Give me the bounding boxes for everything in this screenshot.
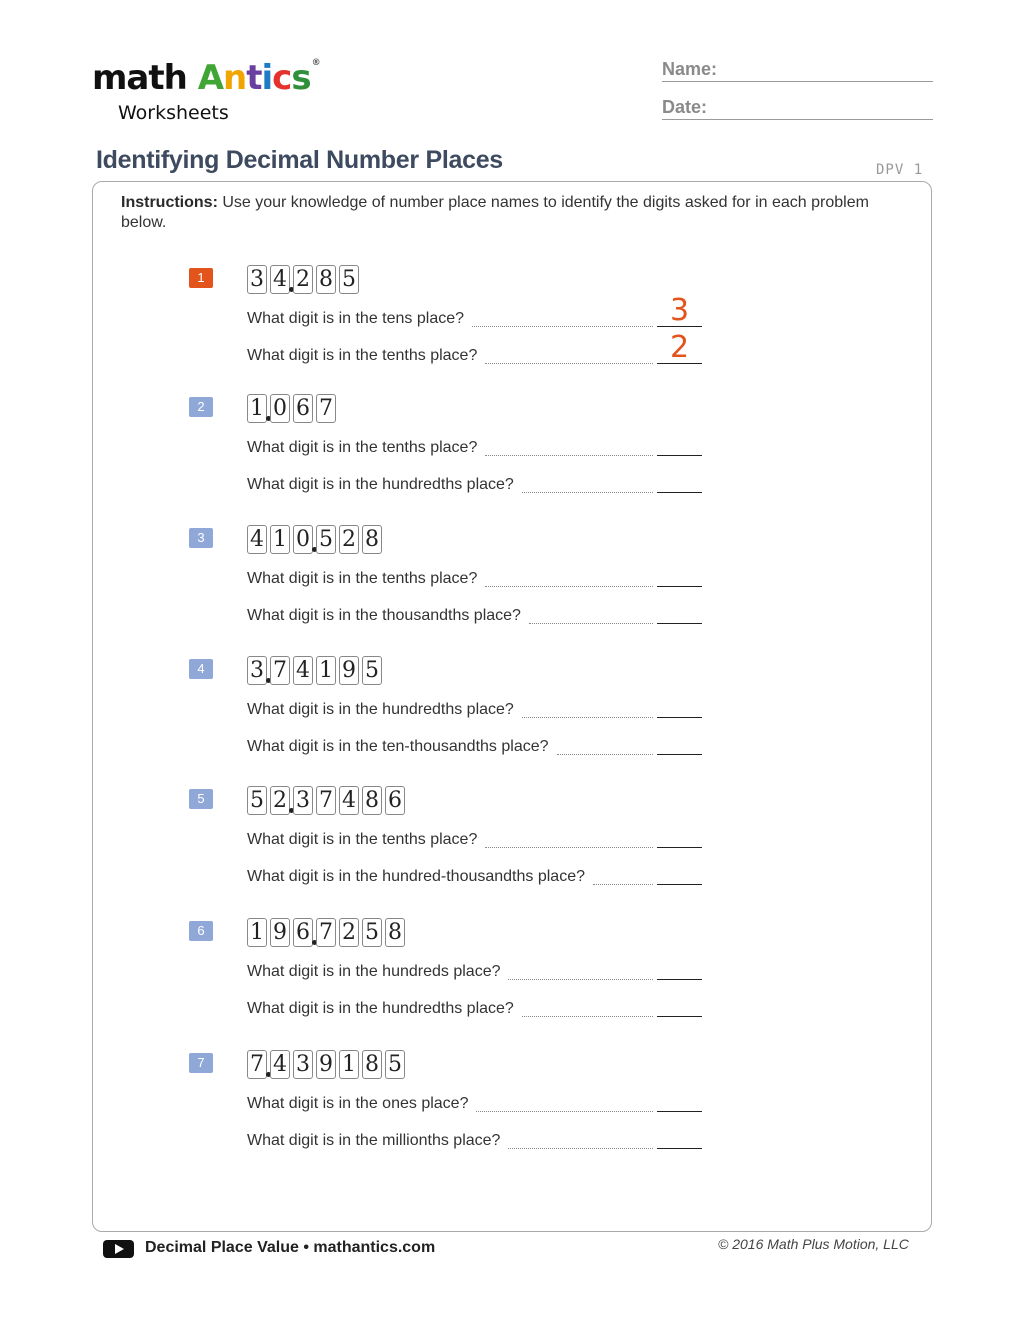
decimal-number — [247, 391, 339, 423]
logo-antics — [198, 58, 311, 98]
logo-letter: i — [261, 58, 273, 98]
logo-math: math — [92, 58, 187, 98]
digit-box: 7 — [316, 786, 336, 815]
digit-box: 3 — [247, 265, 267, 294]
instructions-text: Use your knowledge of number place names to identify the digits asked for in each problem below. — [121, 194, 869, 231]
problem-number: 2 — [189, 397, 213, 417]
problem — [0, 268, 1024, 398]
problem-number: 6 — [189, 921, 213, 941]
digit-box: 3 — [293, 1050, 313, 1079]
dotted-leader — [476, 1111, 653, 1112]
digit-box: 4 — [339, 786, 359, 815]
problem-number: 1 — [189, 268, 213, 288]
answer-blank[interactable] — [657, 623, 702, 624]
problem — [0, 397, 1024, 527]
problem — [0, 789, 1024, 919]
decimal-number — [247, 653, 385, 685]
instructions-label: Instructions: — [121, 194, 218, 211]
digit-box: 5 — [362, 656, 382, 685]
digit-box: 5 — [362, 918, 382, 947]
dotted-leader — [522, 492, 653, 493]
question-text: What digit is in the tenths place? — [247, 347, 478, 364]
question-text: What digit is in the ten-thousandths place? — [247, 738, 549, 755]
digit-box: 6 — [293, 394, 313, 423]
logo-letter: t — [246, 58, 262, 98]
digit-box: 4 — [293, 656, 313, 685]
digit-box: 5 — [316, 525, 336, 554]
question-text: What digit is in the hundredths place? — [247, 701, 514, 718]
digit-box: 9 — [316, 1050, 336, 1079]
answer-blank[interactable] — [657, 754, 702, 755]
copyright: © 2016 Math Plus Motion, LLC — [718, 1236, 909, 1252]
name-label: Name: — [662, 59, 718, 79]
digit-box: 1 — [247, 918, 267, 947]
decimal-number — [247, 522, 385, 554]
answer-blank[interactable] — [657, 492, 702, 493]
digit-box: 4 — [270, 265, 290, 294]
digit-box: 4 — [270, 1050, 290, 1079]
dotted-leader — [522, 717, 653, 718]
decimal-number — [247, 783, 408, 815]
math-antics-logo — [92, 58, 320, 128]
digit-box: 1 — [339, 1050, 359, 1079]
digit-box: 8 — [362, 1050, 382, 1079]
question-text: What digit is in the tenths place? — [247, 439, 478, 456]
answer-blank[interactable] — [657, 979, 702, 980]
digit-box: 7 — [316, 394, 336, 423]
dotted-leader — [593, 884, 653, 885]
digit-box: 6 — [293, 918, 313, 947]
digit-box: 7 — [316, 918, 336, 947]
question-text: What digit is in the hundredths place? — [247, 476, 514, 493]
instructions — [121, 193, 881, 233]
logo-wordmark — [92, 58, 320, 98]
answer-blank[interactable] — [657, 586, 702, 587]
dotted-leader — [529, 623, 653, 624]
dotted-leader — [485, 586, 653, 587]
digit-box: 1 — [316, 656, 336, 685]
question-text: What digit is in the hundredths place? — [247, 1000, 514, 1017]
problem-number: 3 — [189, 528, 213, 548]
answer-blank[interactable] — [657, 884, 702, 885]
name-field[interactable] — [662, 59, 933, 82]
logo-letter: c — [272, 58, 292, 98]
digit-box: 3 — [293, 786, 313, 815]
logo-letter: n — [223, 58, 247, 98]
digit-box: 5 — [247, 786, 267, 815]
decimal-number — [247, 915, 408, 947]
problem — [0, 528, 1024, 658]
question-text: What digit is in the tens place? — [247, 310, 465, 327]
digit-box: 3 — [247, 656, 267, 685]
digit-box: 8 — [385, 918, 405, 947]
logo-letter: s — [291, 58, 311, 98]
digit-box: 2 — [270, 786, 290, 815]
digit-box: 2 — [339, 918, 359, 947]
answer-blank[interactable] — [657, 1111, 702, 1112]
question-text: What digit is in the tenths place? — [247, 570, 478, 587]
play-icon — [103, 1240, 134, 1258]
digit-box: 7 — [270, 656, 290, 685]
worksheet-title: Identifying Decimal Number Places — [96, 146, 503, 174]
digit-box: 8 — [316, 265, 336, 294]
dotted-leader — [485, 455, 653, 456]
dotted-leader — [485, 847, 653, 848]
problem — [0, 921, 1024, 1051]
answer-blank[interactable] — [657, 455, 702, 456]
answer-blank[interactable] — [657, 1148, 702, 1149]
digit-box: 0 — [293, 525, 313, 554]
answer-blank[interactable] — [657, 1016, 702, 1017]
dotted-leader — [557, 754, 653, 755]
digit-box: 4 — [247, 525, 267, 554]
handwritten-answer: 2 — [670, 330, 690, 365]
question-text: What digit is in the thousandths place? — [247, 607, 521, 624]
digit-box: 7 — [247, 1050, 267, 1079]
logo-subtitle: Worksheets — [118, 102, 229, 124]
digit-box: 2 — [339, 525, 359, 554]
digit-box: 0 — [270, 394, 290, 423]
handwritten-answer: 3 — [670, 293, 690, 328]
question-text: What digit is in the millionths place? — [247, 1132, 501, 1149]
dotted-leader — [508, 1148, 653, 1149]
digit-box: 1 — [247, 394, 267, 423]
question-text: What digit is in the ones place? — [247, 1095, 469, 1112]
question-text: What digit is in the tenths place? — [247, 831, 478, 848]
logo-registered: ® — [311, 58, 320, 68]
digit-box: 9 — [339, 656, 359, 685]
digit-box: 9 — [270, 918, 290, 947]
dotted-leader — [522, 1016, 653, 1017]
dotted-leader — [472, 326, 653, 327]
problem-number: 5 — [189, 789, 213, 809]
worksheet-code: DPV 1 — [876, 162, 924, 178]
digit-box: 6 — [385, 786, 405, 815]
date-label: Date: — [662, 97, 708, 117]
answer-blank[interactable] — [657, 847, 702, 848]
problem-number: 4 — [189, 659, 213, 679]
digit-box: 5 — [385, 1050, 405, 1079]
decimal-number — [247, 262, 362, 294]
decimal-number — [247, 1047, 408, 1079]
digit-box: 8 — [362, 525, 382, 554]
digit-box: 5 — [339, 265, 359, 294]
problem — [0, 1053, 1024, 1183]
question-text: What digit is in the hundred-thousandths place? — [247, 868, 585, 885]
problem — [0, 659, 1024, 789]
digit-box: 2 — [293, 265, 313, 294]
date-field[interactable] — [662, 97, 933, 120]
digit-box: 1 — [270, 525, 290, 554]
problem-number: 7 — [189, 1053, 213, 1073]
dotted-leader — [485, 363, 653, 364]
footer-title: Decimal Place Value • mathantics.com — [145, 1239, 436, 1256]
digit-box: 8 — [362, 786, 382, 815]
dotted-leader — [508, 979, 653, 980]
answer-blank[interactable] — [657, 717, 702, 718]
question-text: What digit is in the hundreds place? — [247, 963, 501, 980]
logo-letter: A — [197, 58, 224, 98]
